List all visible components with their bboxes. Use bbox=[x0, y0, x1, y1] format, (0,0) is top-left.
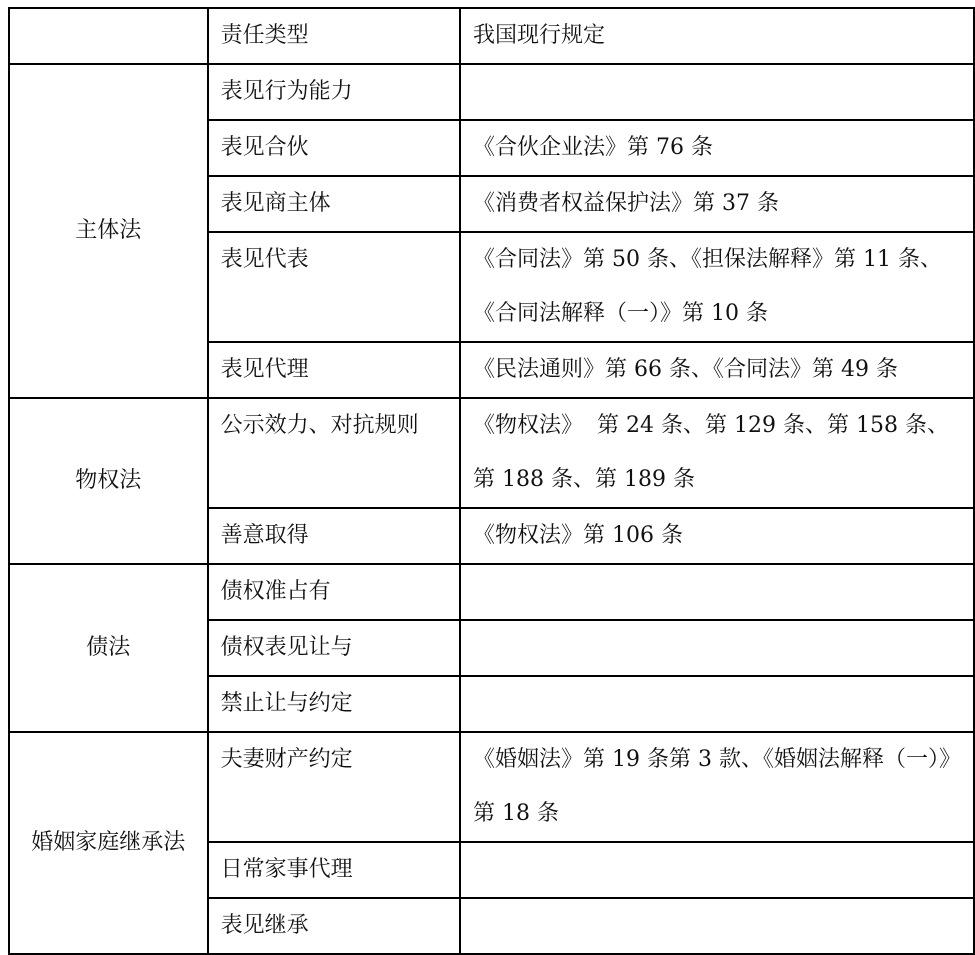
header-rule-cell: 我国现行规定 bbox=[460, 8, 974, 64]
legal-provisions-table bbox=[8, 7, 975, 955]
type-cell: 表见合伙 bbox=[208, 120, 460, 176]
rule-cell bbox=[460, 898, 974, 954]
type-cell: 表见代表 bbox=[208, 232, 460, 342]
table-row bbox=[9, 564, 974, 620]
rule-line: 《婚姻法》第 19 条第 3 款、《婚姻法解释（一）》 bbox=[473, 747, 961, 772]
rule-cell: 《消费者权益保护法》第 37 条 bbox=[460, 176, 974, 232]
rule-cell bbox=[460, 620, 974, 676]
type-cell: 表见行为能力 bbox=[208, 64, 460, 120]
rule-cell bbox=[460, 676, 974, 732]
type-cell: 债权准占有 bbox=[208, 564, 460, 620]
header-type-cell: 责任类型 bbox=[208, 8, 460, 64]
type-cell: 债权表见让与 bbox=[208, 620, 460, 676]
rule-line: 第 188 条、第 189 条 bbox=[473, 467, 695, 492]
type-cell: 夫妻财产约定 bbox=[208, 732, 460, 842]
table-row bbox=[9, 732, 974, 842]
rule-cell: 《物权法》第 106 条 bbox=[460, 508, 974, 564]
rule-line: 《合同法解释（一）》第 10 条 bbox=[473, 301, 768, 326]
type-cell: 公示效力、对抗规则 bbox=[208, 398, 460, 508]
category-cell: 婚姻家庭继承法 bbox=[9, 732, 208, 954]
table-row bbox=[9, 64, 974, 120]
rule-line: 第 18 条 bbox=[473, 801, 559, 826]
rule-cell bbox=[460, 732, 974, 842]
type-cell: 表见商主体 bbox=[208, 176, 460, 232]
type-cell: 表见代理 bbox=[208, 342, 460, 398]
rule-cell bbox=[460, 64, 974, 120]
category-cell: 主体法 bbox=[9, 64, 208, 398]
rule-cell: 《民法通则》第 66 条、《合同法》第 49 条 bbox=[460, 342, 974, 398]
rule-cell bbox=[460, 398, 974, 508]
rule-line: 《物权法》 第 24 条、第 129 条、第 158 条、 bbox=[473, 413, 949, 438]
type-cell: 禁止让与约定 bbox=[208, 676, 460, 732]
rule-cell bbox=[460, 842, 974, 898]
rule-cell: 《合伙企业法》第 76 条 bbox=[460, 120, 974, 176]
rule-cell bbox=[460, 232, 974, 342]
type-cell: 日常家事代理 bbox=[208, 842, 460, 898]
category-cell: 债法 bbox=[9, 564, 208, 732]
rule-cell bbox=[460, 564, 974, 620]
type-cell: 善意取得 bbox=[208, 508, 460, 564]
table-row bbox=[9, 398, 974, 508]
rule-line: 《合同法》第 50 条、《担保法解释》第 11 条、 bbox=[473, 247, 942, 272]
category-cell: 物权法 bbox=[9, 398, 208, 564]
type-cell: 表见继承 bbox=[208, 898, 460, 954]
header-corner-cell bbox=[9, 8, 208, 64]
table-header-row bbox=[9, 8, 974, 64]
